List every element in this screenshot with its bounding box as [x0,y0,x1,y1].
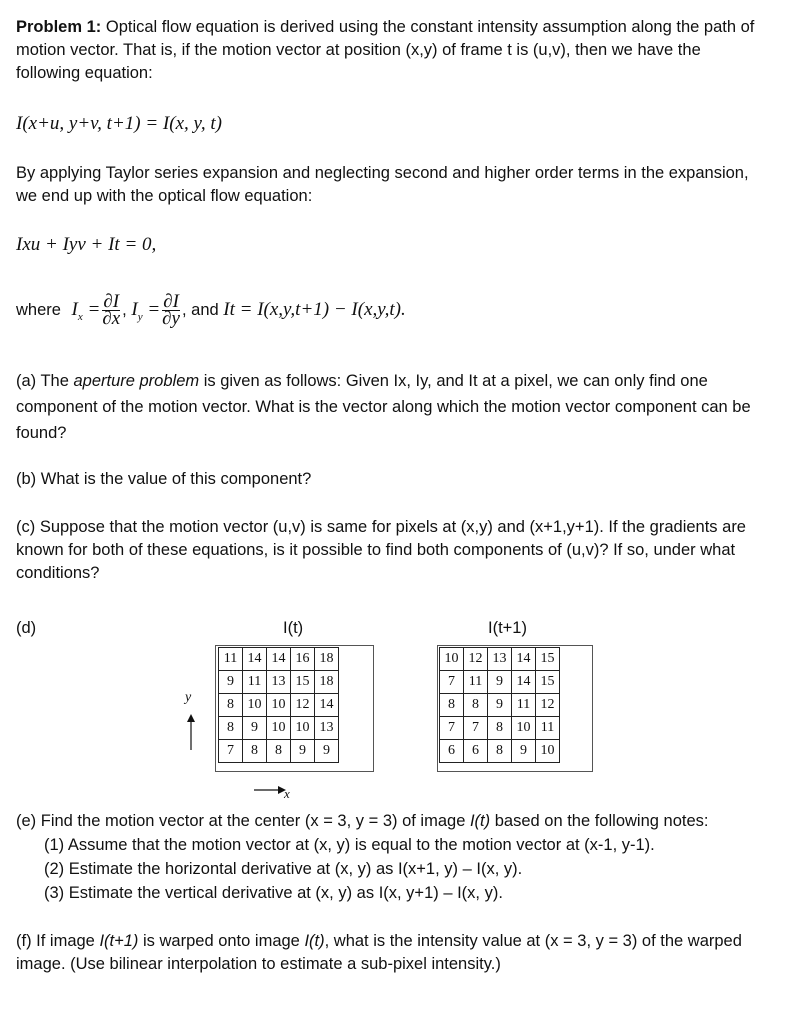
grid-cell: 15 [536,671,560,694]
part-f-suffix: , what is the intensity value at (x = 3, y = 3) of the warped image. (Use bilinear interpolation to estimate a sub-pixel intensity.) [16,932,742,973]
grid-cell: 9 [488,694,512,717]
grid-cell: 14 [243,648,267,671]
grid-cell: 8 [440,694,464,717]
part-e-note-2: (2) Estimate the horizontal derivative at (x, y) as I(x+1, y) – I(x, y). [44,860,523,878]
fraction-dI-dy: $\frac{\partial I}{\partial y}$ [162,291,180,330]
grid-cell: 8 [243,740,267,763]
grid-cell: 12 [536,694,560,717]
grid-cell: 9 [219,671,243,694]
part-e-note-1: (1) Assume that the motion vector at (x, y) is equal to the motion vector at (x-1, y-1). [44,836,655,854]
part-f-prefix: (f) If image [16,932,100,950]
part-b: (b) What is the value of this component? [16,470,312,488]
axis-y-label: y [185,690,192,705]
grid-cell: 10 [267,694,291,717]
grid-cell: 11 [243,671,267,694]
grid-cell: 12 [291,694,315,717]
grid-cell: 8 [488,717,512,740]
equation-optical-flow: Ixu + Iyv + It = 0, [16,234,157,255]
grid-cell: 13 [488,648,512,671]
grid-cell: 11 [512,694,536,717]
part-a-italic: aperture problem [73,372,200,390]
grid-row [219,717,339,740]
grid-cell: 12 [464,648,488,671]
grid-cell: 9 [243,717,267,740]
grid-cell: 9 [315,740,339,763]
grid-row [440,648,560,671]
grid-cell: 10 [512,717,536,740]
grid-cell: 18 [315,671,339,694]
part-c: (c) Suppose that the motion vector (u,v) is same for pixels at (x,y) and (x+1,y+1). If the gradients are known for both of these equations, is it possible to find both components of (u,v)? If so, under what conditions? [16,518,746,582]
where-it-definition: It = I(x,y,t+1) − I(x,y,t). [223,299,406,320]
grid-cell: 15 [536,648,560,671]
where-and: , and [181,301,219,319]
grid-cell: 8 [464,694,488,717]
grid-cell: 7 [219,740,243,763]
axis-x-arrow [252,784,288,796]
problem-title: Problem 1: [16,18,102,36]
grid-cell: 10 [243,694,267,717]
grid-cell: 10 [536,740,560,763]
part-e-prefix: (e) Find the motion vector at the center (x = 3, y = 3) of image [16,812,470,830]
part-f-italic-2: I(t) [304,932,325,950]
grid-cell: 14 [267,648,291,671]
part-f-mid: is warped onto image [138,932,305,950]
part-e-italic: I(t) [469,812,491,830]
grid-t-title: I(t) [283,619,304,637]
where-line: where $I_x$ = $\frac{\partial I}{\partial x}$ , $I_y$ = $\frac{\partial I}{\partial y}$ , and It = I(x,y,t+1) − I(x,y,t). [16,291,406,330]
grid-t1-title: I(t+1) [488,619,527,637]
grid-cell: 10 [440,648,464,671]
grid-cell: 6 [440,740,464,763]
problem-intro-text: Optical flow equation is derived using the constant intensity assumption along the path of motion vector. That is, if the motion vector at position (x,y) of frame t is (u,v), then we have the following equation: [16,18,755,82]
where-label: where [16,301,61,319]
part-a [16,368,756,446]
equation-constant-intensity: I(x+u, y+v, t+1) = I(x, y, t) [16,113,223,134]
grid-cell: 15 [291,671,315,694]
grid-cell: 16 [291,648,315,671]
part-d-label: (d) [16,619,37,637]
taylor-paragraph: By applying Taylor series expansion and neglecting second and higher order terms in the expansion, we end up with the optical flow equation: [16,164,749,205]
grid-row [219,671,339,694]
grid-row [219,740,339,763]
grid-cell: 7 [440,717,464,740]
grid-cell: 6 [464,740,488,763]
part-a-prefix: (a) The [16,372,74,390]
grid-cell: 13 [267,671,291,694]
grid-cell: 10 [291,717,315,740]
grid-row [440,671,560,694]
grid-row [440,717,560,740]
grid-cell: 7 [464,717,488,740]
grid-cell: 7 [440,671,464,694]
axis-x-label: x [284,786,290,801]
axis-y-arrow [184,712,198,752]
grid-cell: 9 [488,671,512,694]
grid-cell: 18 [315,648,339,671]
grid-cell: 8 [267,740,291,763]
grid-row [440,694,560,717]
grid-t1 [439,647,560,763]
part-f [16,930,756,976]
grid-cell: 8 [488,740,512,763]
grid-row [219,648,339,671]
grid-cell: 11 [219,648,243,671]
grid-cell: 13 [315,717,339,740]
grid-cell: 10 [267,717,291,740]
grid-cell: 14 [512,671,536,694]
grid-cell: 11 [464,671,488,694]
part-e [16,810,756,833]
part-e-note-3: (3) Estimate the vertical derivative at (x, y) as I(x, y+1) – I(x, y). [44,884,503,902]
grid-cell: 11 [536,717,560,740]
grid-cell: 9 [512,740,536,763]
grid-cell: 9 [291,740,315,763]
part-f-italic-1: I(t+1) [99,932,139,950]
grid-cell: 14 [512,648,536,671]
grid-cell: 14 [315,694,339,717]
grid-cell: 8 [219,717,243,740]
fraction-dI-dx: $\frac{\partial I}{\partial x}$ [102,291,121,330]
grid-cell: 8 [219,694,243,717]
problem-intro [16,16,756,85]
grid-row [440,740,560,763]
part-a-text: is given as follows: Given Ix, Iy, and It at a pixel, we can only find one component of the motion vector. What is the vector along which the motion vector component can be found? [16,372,751,442]
part-e-suffix: based on the following notes: [490,812,709,830]
grid-t [218,647,339,763]
grid-row [219,694,339,717]
